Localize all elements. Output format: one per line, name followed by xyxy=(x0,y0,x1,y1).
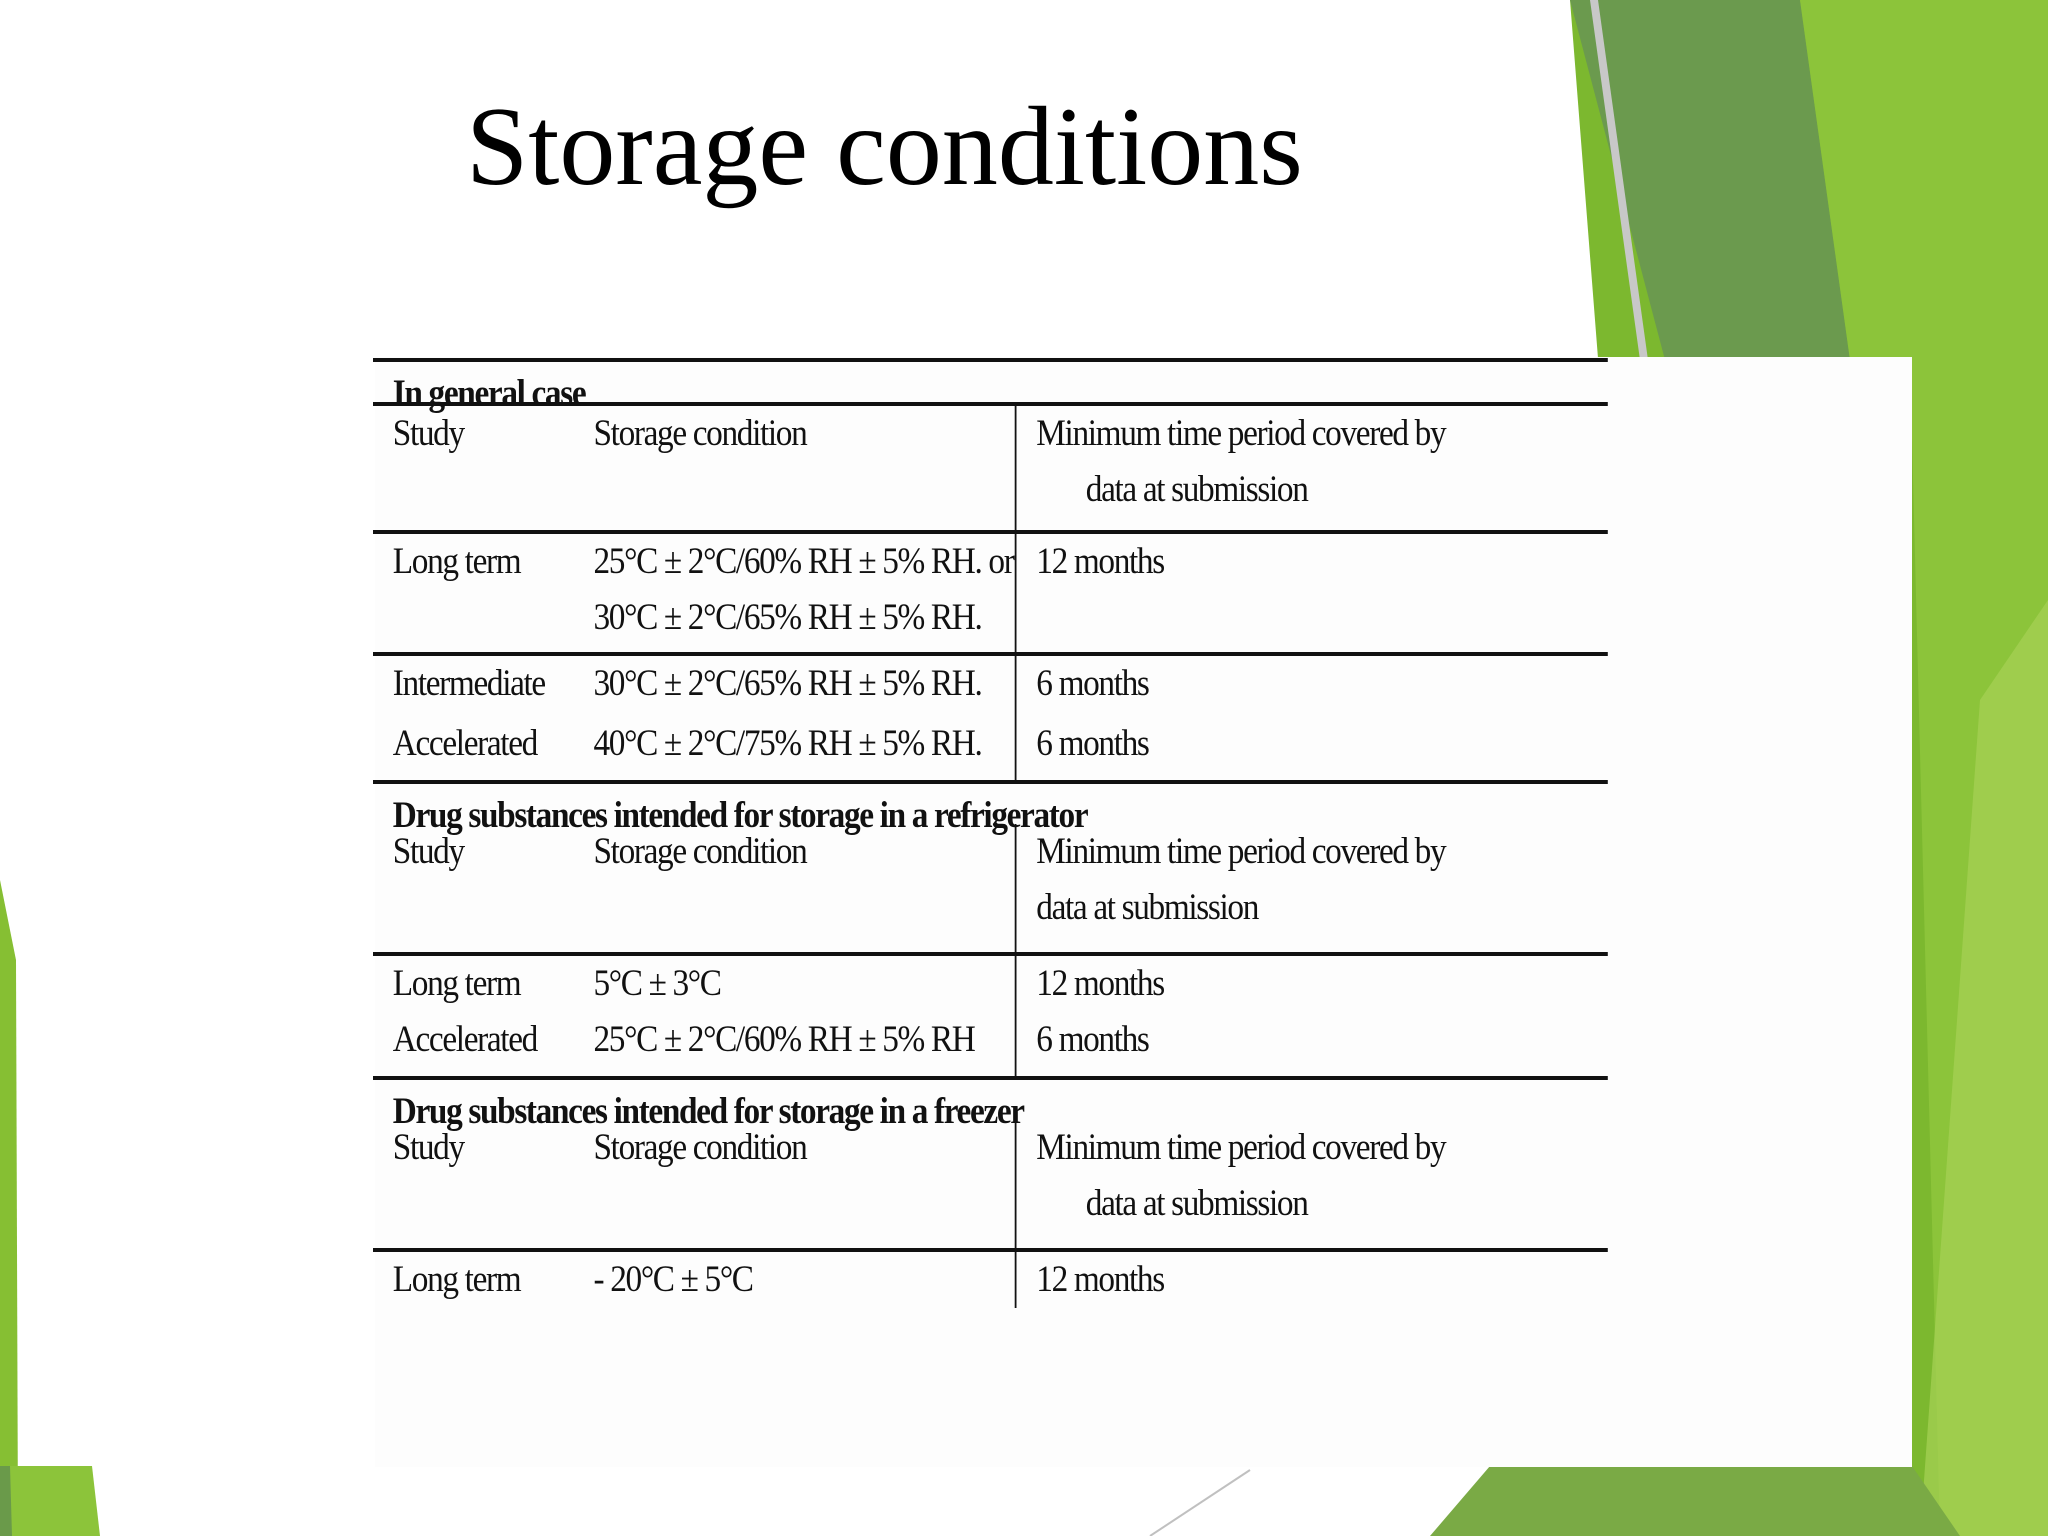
table-row xyxy=(373,652,1608,716)
study-cell: Long term xyxy=(392,1259,521,1300)
header-period-line1: Minimum time period covered by xyxy=(1036,831,1446,872)
header-period-line2: data at submission xyxy=(1085,469,1308,510)
study-cell: Intermediate xyxy=(392,663,545,704)
header-study: Study xyxy=(392,831,464,872)
header-period-line2: data at submission xyxy=(1036,887,1259,928)
condition-cell: 5°C ± 3°C xyxy=(593,963,721,1004)
condition-cell: 25°C ± 2°C/60% RH ± 5% RH xyxy=(593,1019,975,1060)
period-cell: 6 months xyxy=(1036,663,1149,704)
condition-cell: 25°C ± 2°C/60% RH ± 5% RH. or xyxy=(593,541,1014,582)
condition-cell: 30°C ± 2°C/65% RH ± 5% RH. xyxy=(593,663,982,704)
period-cell: 12 months xyxy=(1036,963,1164,1004)
section-heading-freezer: Drug substances intended for storage in a freezer xyxy=(373,1076,1608,1120)
header-period-line1: Minimum time period covered by xyxy=(1036,413,1446,454)
slide-title: Storage conditions xyxy=(466,85,1303,209)
table-row xyxy=(373,530,1608,652)
header-storage-condition: Storage condition xyxy=(593,831,807,872)
table-row xyxy=(373,716,1608,780)
study-cell: Long term xyxy=(392,963,521,1004)
section-heading-refrigerator: Drug substances intended for storage in a refrigerator xyxy=(373,780,1608,824)
study-cell: Accelerated xyxy=(392,723,537,764)
table-row xyxy=(373,1012,1608,1076)
header-study: Study xyxy=(392,1127,464,1168)
table-header-row xyxy=(373,1120,1608,1248)
header-study: Study xyxy=(392,413,464,454)
header-period-line2: data at submission xyxy=(1085,1183,1308,1224)
table-row xyxy=(373,1248,1608,1308)
header-period-line1: Minimum time period covered by xyxy=(1036,1127,1446,1168)
table-header-row xyxy=(373,824,1608,952)
storage-conditions-table xyxy=(373,358,1485,1308)
period-cell: 6 months xyxy=(1036,723,1149,764)
period-cell: 12 months xyxy=(1036,1259,1164,1300)
condition-cell-line2: 30°C ± 2°C/65% RH ± 5% RH. xyxy=(593,597,982,638)
table-header-row xyxy=(373,402,1608,530)
study-cell: Long term xyxy=(392,541,521,582)
table-row xyxy=(373,952,1608,1012)
header-storage-condition: Storage condition xyxy=(593,413,807,454)
period-cell: 12 months xyxy=(1036,541,1164,582)
section-heading-general: In general case xyxy=(373,358,1608,402)
condition-cell: 40°C ± 2°C/75% RH ± 5% RH. xyxy=(593,723,982,764)
condition-cell: - 20°C ± 5°C xyxy=(593,1259,753,1300)
period-cell: 6 months xyxy=(1036,1019,1149,1060)
header-storage-condition: Storage condition xyxy=(593,1127,807,1168)
study-cell: Accelerated xyxy=(392,1019,537,1060)
